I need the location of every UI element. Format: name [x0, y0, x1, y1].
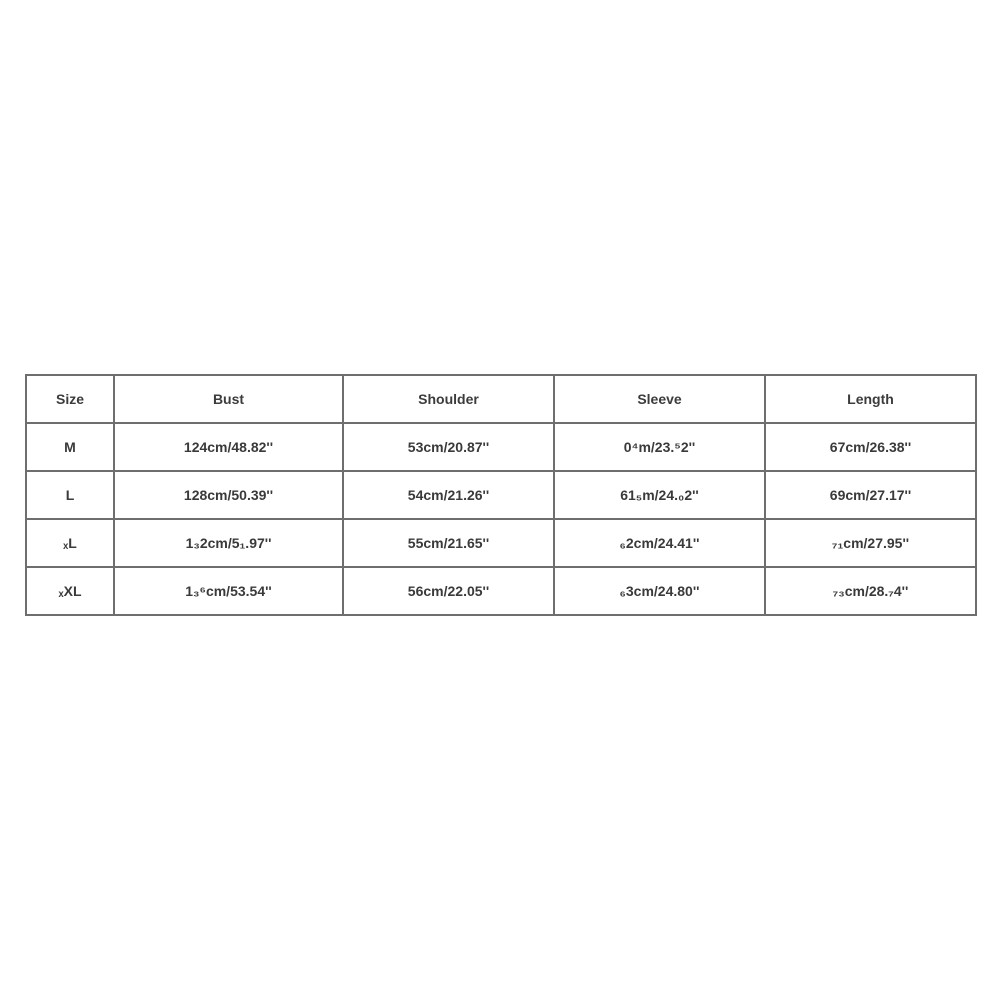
header-length: Length: [765, 375, 976, 423]
cell-shoulder: 56cm/22.05'': [343, 567, 554, 615]
cell-bust: 1₃2cm/5₁.97'': [114, 519, 343, 567]
header-shoulder: Shoulder: [343, 375, 554, 423]
size-chart-table: [25, 374, 977, 616]
header-size: Size: [26, 375, 114, 423]
cell-shoulder: 53cm/20.87'': [343, 423, 554, 471]
cell-size: ₓL: [26, 519, 114, 567]
cell-length: 69cm/27.17'': [765, 471, 976, 519]
cell-bust: 124cm/48.82'': [114, 423, 343, 471]
header-bust: Bust: [114, 375, 343, 423]
cell-length: ₇₃cm/28.₇4'': [765, 567, 976, 615]
table-row: [26, 567, 976, 615]
cell-size: M: [26, 423, 114, 471]
cell-sleeve: ₆2cm/24.41'': [554, 519, 765, 567]
table-row: [26, 519, 976, 567]
cell-size: L: [26, 471, 114, 519]
cell-bust: 1₃⁶cm/53.54'': [114, 567, 343, 615]
table-header-row: [26, 375, 976, 423]
cell-length: ₇₁cm/27.95'': [765, 519, 976, 567]
cell-bust: 128cm/50.39'': [114, 471, 343, 519]
cell-sleeve: ₆3cm/24.80'': [554, 567, 765, 615]
cell-shoulder: 54cm/21.26'': [343, 471, 554, 519]
table-row: [26, 471, 976, 519]
cell-shoulder: 55cm/21.65'': [343, 519, 554, 567]
cell-size: ₓXL: [26, 567, 114, 615]
cell-length: 67cm/26.38'': [765, 423, 976, 471]
cell-sleeve: 0⁴m/23.⁵2'': [554, 423, 765, 471]
header-sleeve: Sleeve: [554, 375, 765, 423]
cell-sleeve: 61₅m/24.₀2'': [554, 471, 765, 519]
table-row: [26, 423, 976, 471]
